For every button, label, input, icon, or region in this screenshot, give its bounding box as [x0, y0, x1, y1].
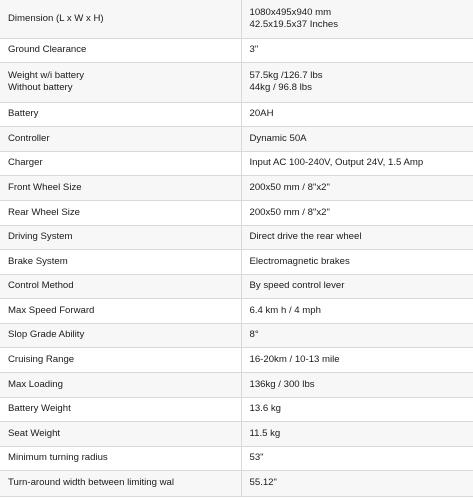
- spec-label: [0, 38, 241, 62]
- spec-value-line: 55.12": [249, 477, 277, 488]
- spec-label-line: Weight w/i battery: [8, 70, 85, 81]
- table-row: [0, 446, 473, 470]
- spec-label: [0, 372, 241, 397]
- spec-value: [241, 102, 473, 126]
- spec-value-line: 200x50 mm / 8"x2": [249, 181, 330, 193]
- spec-value: [241, 470, 473, 496]
- spec-label-line: Rear Wheel Size: [8, 206, 80, 218]
- spec-value-line: 42.5x19.5x37 Inches: [249, 18, 339, 30]
- spec-value-line: Direct drive the rear wheel: [249, 231, 362, 242]
- table-row: [0, 347, 473, 372]
- table-row: [0, 175, 473, 200]
- spec-value: [241, 274, 473, 298]
- table-row: [0, 372, 473, 397]
- spec-label-line: Seat Weight: [8, 427, 61, 439]
- table-row: [0, 298, 473, 323]
- spec-label-line: Cruising Range: [8, 353, 75, 365]
- spec-label: [0, 225, 241, 249]
- spec-label-line: Turn-around width between limiting wal: [8, 477, 175, 488]
- spec-label-line: Minimum turning radius: [8, 452, 108, 463]
- spec-value: [241, 62, 473, 102]
- spec-value: [241, 397, 473, 421]
- spec-value: [241, 446, 473, 470]
- table-row: [0, 323, 473, 347]
- spec-value: [241, 249, 473, 274]
- table-row: [0, 225, 473, 249]
- spec-label: [0, 323, 241, 347]
- table-row: [0, 151, 473, 175]
- spec-label: [0, 274, 241, 298]
- spec-value: [241, 126, 473, 151]
- table-row: [0, 470, 473, 496]
- spec-label-line: Brake System: [8, 255, 68, 267]
- spec-value: [241, 421, 473, 446]
- spec-value: [241, 347, 473, 372]
- spec-value-line: 200x50 mm / 8"x2": [249, 206, 330, 218]
- spec-label-line: Controller: [8, 132, 50, 144]
- spec-value: [241, 323, 473, 347]
- spec-value: [241, 175, 473, 200]
- spec-value-line: 8°: [249, 329, 259, 340]
- spec-value-line: Input AC 100-240V, Output 24V, 1.5 Amp: [249, 157, 424, 168]
- spec-value: [241, 200, 473, 225]
- spec-value-line: 3": [249, 44, 259, 55]
- spec-value: [241, 298, 473, 323]
- spec-label-line: Ground Clearance: [8, 44, 87, 55]
- spec-label: [0, 421, 241, 446]
- spec-label: [0, 298, 241, 323]
- table-row: [0, 102, 473, 126]
- table-row: [0, 200, 473, 225]
- spec-label: [0, 347, 241, 372]
- spec-label: [0, 249, 241, 274]
- spec-label: [0, 446, 241, 470]
- spec-label: [0, 126, 241, 151]
- spec-value-line: 13.6 kg: [249, 403, 281, 414]
- spec-label-line: Slop Grade Ability: [8, 329, 85, 340]
- spec-label: [0, 175, 241, 200]
- spec-value-line: Electromagnetic brakes: [249, 255, 350, 267]
- table-row: [0, 249, 473, 274]
- spec-value-line: 16-20km / 10-13 mile: [249, 353, 340, 365]
- spec-label-line: Max Speed Forward: [8, 304, 95, 316]
- spec-label: [0, 470, 241, 496]
- spec-value-line: 44kg / 96.8 lbs: [249, 82, 312, 93]
- spec-value-line: 53": [249, 452, 264, 463]
- spec-value-line: 6.4 km h / 4 mph: [249, 304, 321, 316]
- spec-label-line: Without battery: [8, 82, 73, 93]
- spec-label: [0, 200, 241, 225]
- spec-label-line: Battery Weight: [8, 403, 71, 414]
- spec-label-line: Charger: [8, 157, 43, 168]
- spec-value: [241, 225, 473, 249]
- table-row: [0, 126, 473, 151]
- spec-value-line: 136kg / 300 lbs: [249, 378, 315, 390]
- spec-label: [0, 62, 241, 102]
- spec-value-line: Dynamic 50A: [249, 132, 307, 144]
- spec-label-line: Battery: [8, 108, 39, 119]
- table-row: [0, 38, 473, 62]
- spec-label-line: Control Method: [8, 280, 74, 291]
- table-row: [0, 62, 473, 102]
- spec-value-line: By speed control lever: [249, 280, 345, 291]
- spec-label: [0, 0, 241, 38]
- spec-label: [0, 397, 241, 421]
- spec-value: [241, 372, 473, 397]
- spec-value-line: 57.5kg /126.7 lbs: [249, 70, 323, 81]
- table-row: [0, 421, 473, 446]
- spec-value: [241, 151, 473, 175]
- spec-label: [0, 102, 241, 126]
- table-row: [0, 274, 473, 298]
- spec-label-line: Front Wheel Size: [8, 181, 82, 193]
- spec-label-line: Dimension (L x W x H): [8, 12, 104, 24]
- spec-value: [241, 0, 473, 38]
- spec-value-line: 1080x495x940 mm: [249, 6, 332, 18]
- spec-label-line: Driving System: [8, 231, 73, 242]
- spec-value: [241, 38, 473, 62]
- spec-value-line: 20AH: [249, 108, 274, 119]
- spec-label-line: Max Loading: [8, 378, 63, 390]
- table-row: [0, 397, 473, 421]
- spec-label: [0, 151, 241, 175]
- table-row: [0, 0, 473, 38]
- spec-value-line: 11.5 kg: [249, 427, 281, 439]
